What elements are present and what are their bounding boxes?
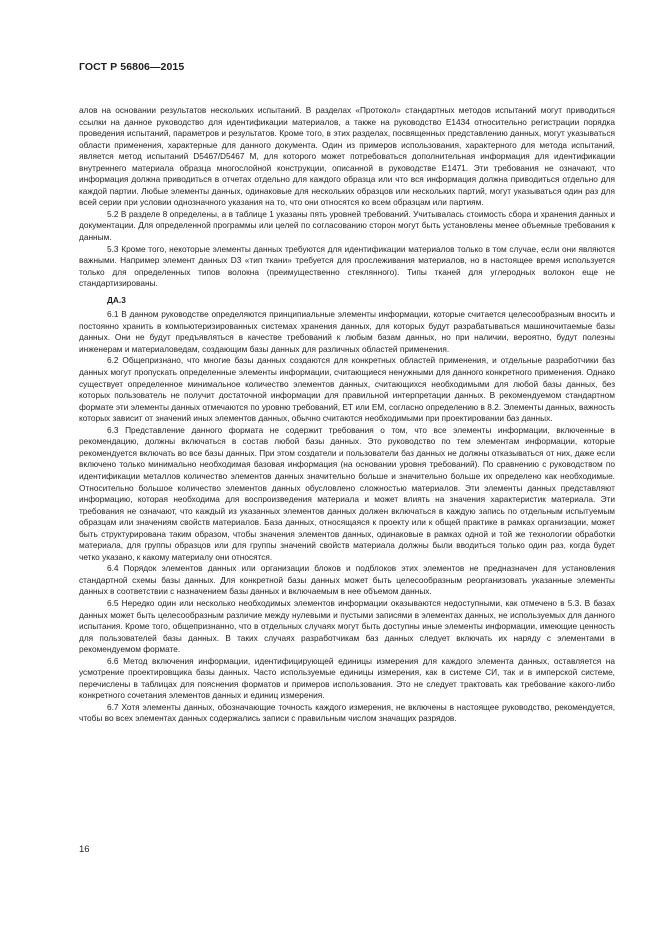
page-number: 16 bbox=[79, 844, 90, 855]
paragraph: 6.1 В данном руководстве определяются принципиальные элементы информации, которые считается целесообразным вносить и постоянно хранить в компьютеризированных системах хранения данных, для которых будут разрабатываться машиночитаемые базы данных. Они не будут предъявляться в качестве требований к любым базам данных, но при наличии, вероятно, будут полезны инженерам и материаловедам, создающим базы данных для различных областей применения. bbox=[79, 309, 615, 354]
paragraph: 6.2 Общепризнано, что многие базы данных создаются для конкретных областей применения, и отдельные разработчики баз данных могут пропускать определенные элементы информации, считающиеся ненужными для данного конкретного применения. Однако существует определенное минимальное количество элементов данных, считающихся необходимыми для любой базы данных, без которых пользователь не получит достаточной информации для правильной интерпретации данных. В рекомендуемом стандартном формате эти элементы данных отмечаются по уровню требований, ЕТ или ЕМ, согласно определению в 8.2. Элементы данных, важность которых зависит от значений иных элементов данных, обычно считаются необходимыми при проектировании баз данных. bbox=[79, 355, 615, 424]
paragraph: 6.5 Нередко один или несколько необходимых элементов информации оказываются недоступными, как отмечено в 5.3. В базах данных может быть целесообразным различие между нулевыми и пустыми записями в элементах данных, не используемых для данного испытания. Кроме того, общепризнанно, что в отдельных случаях могут быть доступны иные элементы информации, имеющие ценность для пользователей базы данных. В таких случаях разработчикам баз данных следует включать их наряду с элементами в рекомендуемом формате. bbox=[79, 597, 615, 655]
paragraph: 5.2 В разделе 8 определены, а в таблице 1 указаны пять уровней требований. Учитывалась стоимость сбора и хранения данных и документации. Для определенной программы или целей по согласованию сторон могут быть установлены менее объемные требования к данным. bbox=[79, 208, 615, 243]
paragraph: 6.6 Метод включения информации, идентифицирующей единицы измерения для каждого элемента данных, оставляется на усмотрение проектировщика базы данных. Часто используемые единицы измерения, как в системе СИ, так и в имперской системе, перечислены в таблицах для пояснения форматов и примеров использования. Это не следует трактовать как требование какого-либо конкретного сочетания элементов данных и единиц измерения. bbox=[79, 655, 615, 701]
paragraph: 6.3 Представление данного формата не содержит требования о том, что все элементы информации, включенные в рекомендацию, должны включаться в состав любой базы данных. Это руководство по тем элементам информации, которые рекомендуется включать во все базы данных. При этом создатели и пользователи баз данных не должны отказываться от них, даже если включено только минимально необходимая базовая информация (на основании уровня требований). По сравнению с руководством по идентификации металлов количество элементов данных значительно больше и значительно больше их определено как необходимые. Относительно большое количество элементов данных обусловлено сложностью материалов. Эти элементы данных представляют информацию, которая необходима для воспроизведения материала и может влиять на значения характеристик материала. Эти требования не означают, что каждый из указанных элементов данных должен включаться в каждую запись по отдельным испытуемым образцам или значениям свойств материалов. База данных, относящаяся к проекту или к общей практике в рамках организации, может быть структурирована таким образом, чтобы значения элементов данных, одинаковые в рамках одной и той же технологии обработки материала, для группы образцов или для группы значений свойств материала должны были вводиться только один раз, когда будет четко указано, к какому материалу они относятся. bbox=[79, 424, 615, 562]
paragraph: алов на основании результатов нескольких испытаний. В разделах «Протокол» стандартных методов испытаний могут приводиться ссылки на данное руководство для идентификации материалов, а также на руководство Е1434 относительно регистрации порядка проведения испытаний, параметров и результатов. Кроме того, в этих разделах, посвященных представлению данных, могут указываться области применения, характерные для данного документа. Один из примеров использования, характерного для метода испытаний, является метод испытаний D5467/D5467 М, для которого может потребоваться дополнительная информация для идентификации внутреннего материала образца многослойной конструкции, описанной в руководстве Е1471. Эти требования не означают, что информация должна приводиться в отчетах отдельно для каждого образца или что вся информация должна приводиться отдельно для каждой партии. Любые элементы данных, одинаковые для нескольких образцов или нескольких партий, могут указываться один раз для всей серии при условии однозначного указания на то, что они относятся ко всем образцам или партиям. bbox=[79, 105, 615, 208]
paragraph: 6.7 Хотя элементы данных, обозначающие точность каждого измерения, не включены в настоящее руководство, рекомендуется, чтобы во всех элементах данных содержались записи с правильным числом значащих разрядов. bbox=[79, 701, 615, 724]
document-body bbox=[79, 105, 615, 725]
section-title: ДА.3 bbox=[107, 294, 126, 305]
paragraph: 6.4 Порядок элементов данных или организации блоков и подблоков этих элементов не предназначен для установления стандартной схемы базы данных. Для конкретной базы данных может быть целесообразным реорганизовать указанные элементы данных в соответствии с назначением базы данных и включаемым в нее объемом данных. bbox=[79, 563, 615, 597]
document-header: ГОСТ Р 56806—2015 bbox=[79, 61, 185, 73]
paragraph: 5.3 Кроме того, некоторые элементы данных требуются для идентификации материалов только в том случае, если они являются важными. Например элемент данных D3 «тип ткани» требуется для прослеживания материалов, но в настоящее время используется только для определенных типов волокна (преимущественно стеклянного). Типы тканей для углеродных волокон еще не стандартизированы. bbox=[79, 243, 615, 289]
